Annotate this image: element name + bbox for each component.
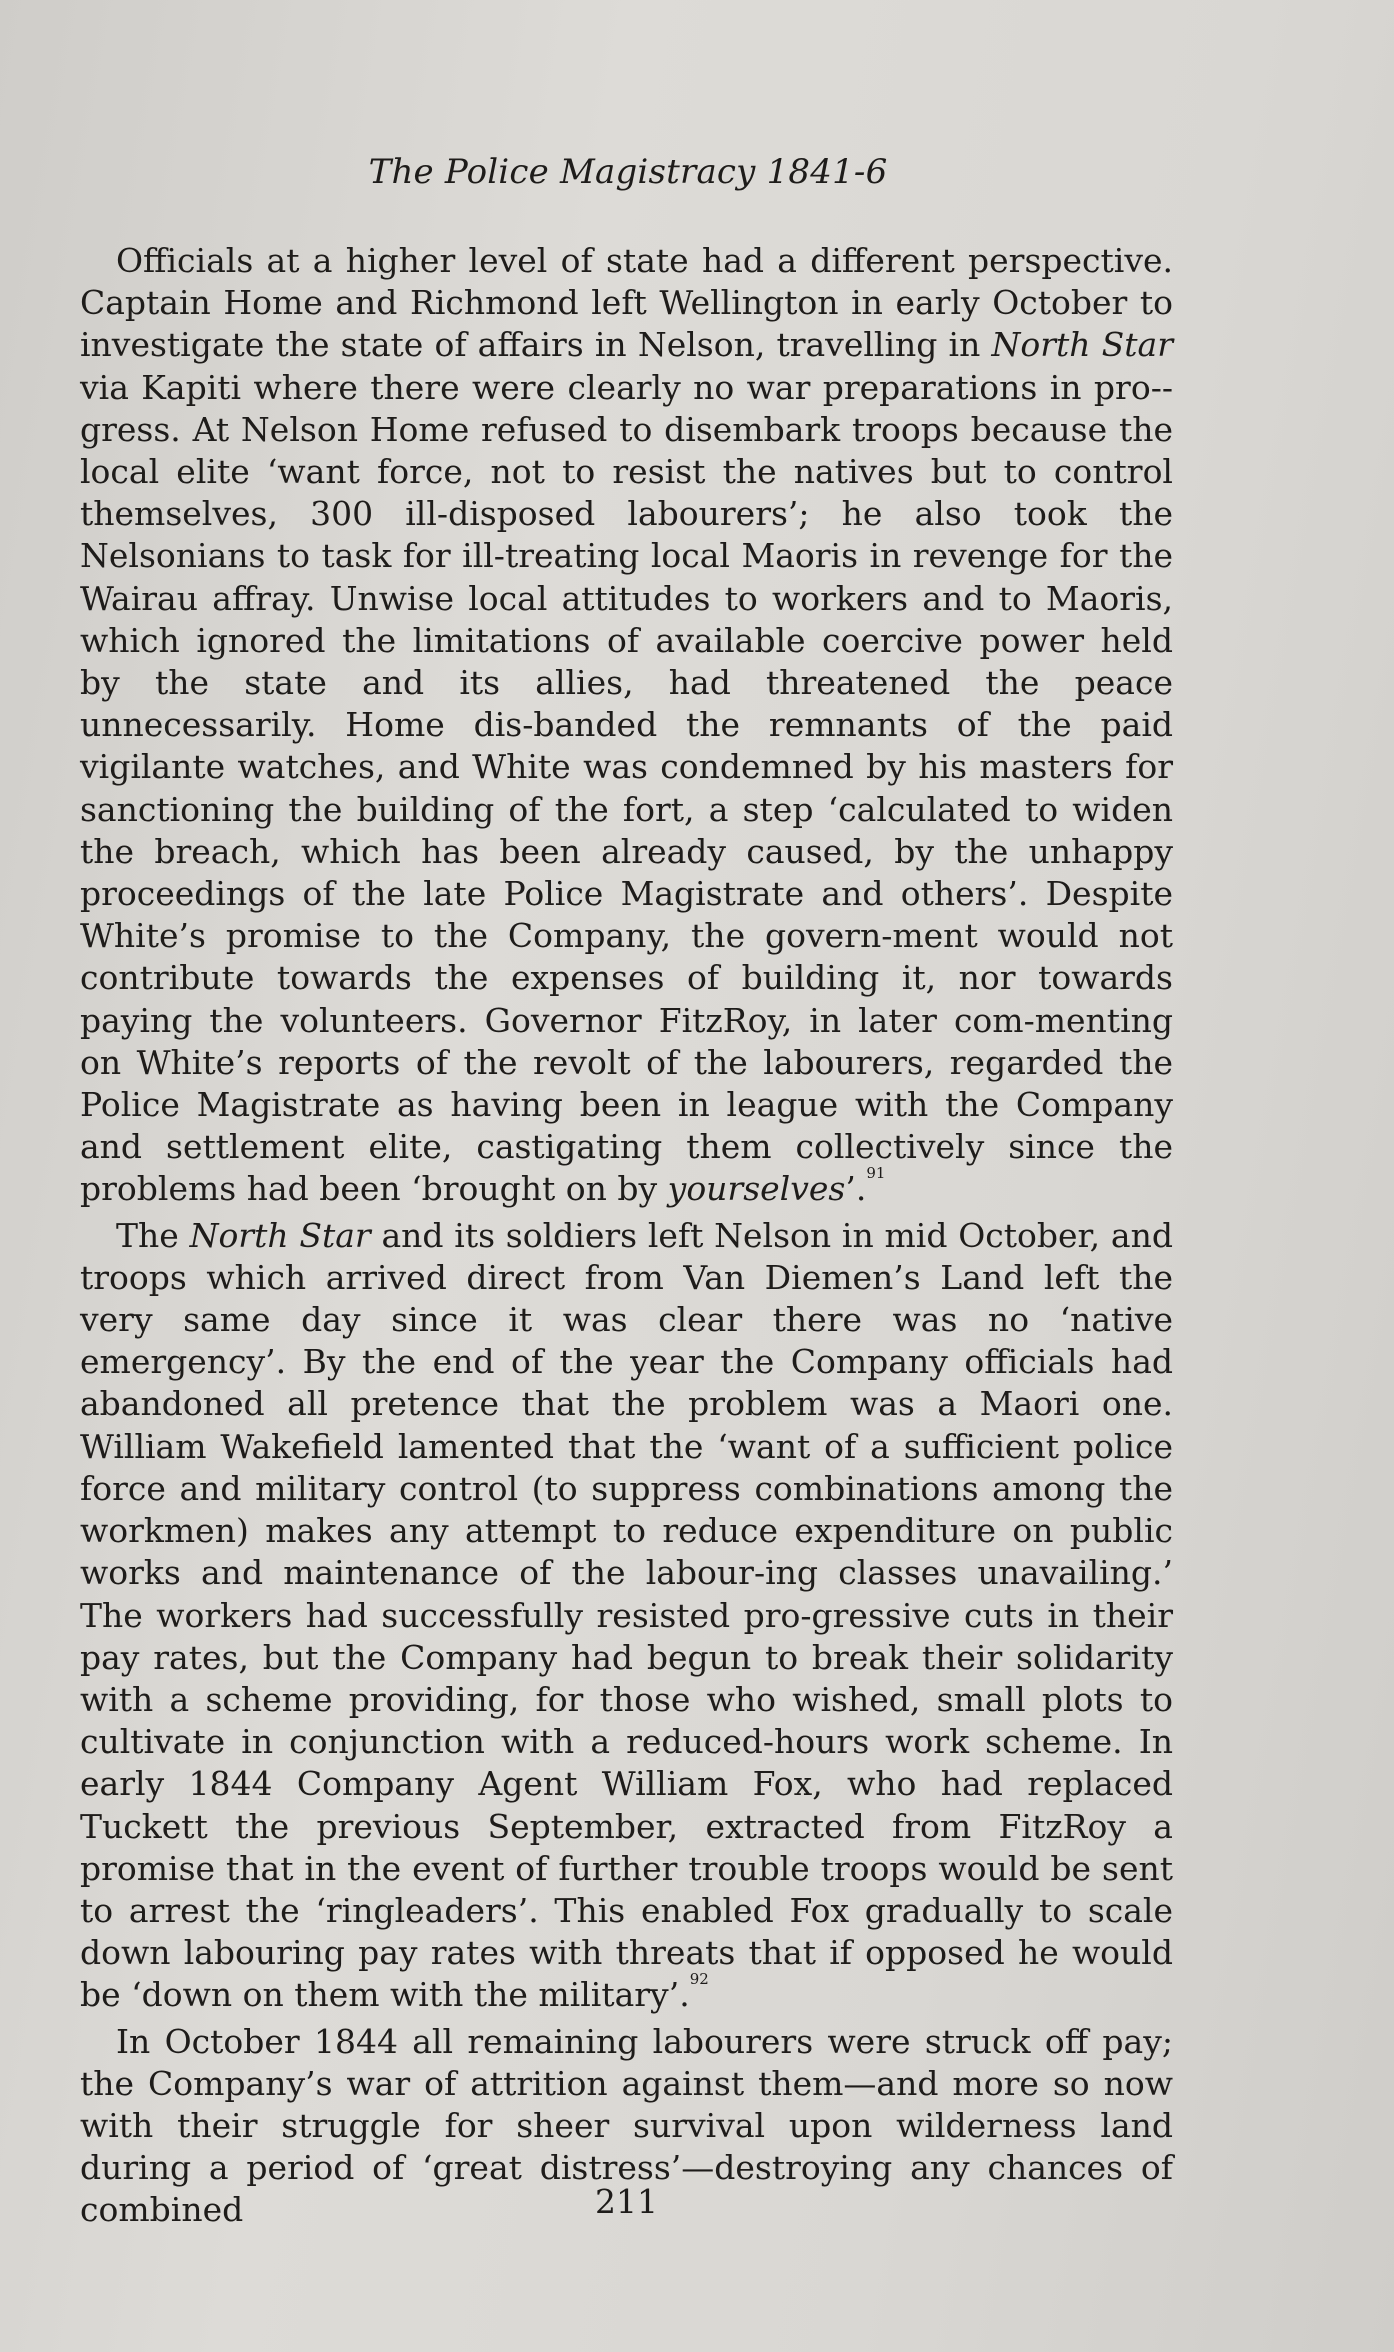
text-run: The bbox=[116, 1215, 190, 1255]
italic-text: North Star bbox=[189, 1215, 371, 1255]
body-text bbox=[80, 240, 1173, 2232]
italic-text: yourselves bbox=[667, 1169, 846, 1209]
page-number: 211 bbox=[595, 2182, 658, 2221]
text-run: via Kapiti where there were clearly no war preparations in pro-gress. At Nelson Home refused to disembark troops because the local elite ‘want force, not to resist the natives but to control themselves, 300 ill-disposed labourers’; he also took the Nelsonians to task for ill-treating local Maoris in revenge for the Wairau affray. Unwise local attitudes to workers and to Maoris, which ignored the limitations of available coercive power held by the state and its allies, had threatened the peace unnecessarily. Home dis-banded the remnants of the paid vigilante watches, and White was condemned by his masters for sanctioning the building of the fort, a step ‘calculated to widen the breach, which has been already caused, by the unhappy proceedings of the late Police Magistrate and others’. Despite White’s promise to the Company, the govern-ment would not contribute towards the expenses of building it, nor towards paying the volunteers. Governor FitzRoy, in later com-menting on White’s reports of the revolt of the labourers, regarded the Police Magistrate as having been in league with the Company and settlement elite, castigating them collectively since the problems had been ‘brought on by bbox=[80, 367, 1173, 1209]
footnote-reference: 91 bbox=[866, 1164, 886, 1183]
footnote-reference: 92 bbox=[689, 1970, 709, 1989]
text-run: ’. bbox=[845, 1169, 867, 1209]
text-run: and its soldiers left Nelson in mid October, and troops which arrived direct from Van Diemen’s Land left the very same day since it was clear there was no ‘native emergency’. By the end of the year the Company officials had abandoned all pretence that the problem was a Maori one. William Wakefield lamented that the ‘want of a sufficient police force and military control (to suppress combinations among the workmen) makes any attempt to reduce expenditure on public works and maintenance of the labour-ing classes unavailing.’ The workers had successfully resisted pro-gressive cuts in their pay rates, but the Company had begun to break their solidarity with a scheme providing, for those who wished, small plots to cultivate in conjunction with a reduced-hours work scheme. In early 1844 Company Agent William Fox, who had replaced Tuckett the previous September, extracted from FitzRoy a promise that in the event of further trouble troops would be sent to arrest the ‘ringleaders’. This enabled Fox gradually to scale down labouring pay rates with threats that if opposed he would be ‘down on them with the military’. bbox=[80, 1215, 1173, 2015]
text-run: In October 1844 all remaining labourers were struck off pay; the Company’s war of attrition against them—and more so now with their struggle for sheer survival upon wilderness land during a period of ‘great distress’—destroying any chances of combined bbox=[80, 2021, 1173, 2230]
paragraph bbox=[80, 1215, 1173, 2017]
running-head: The Police Magistracy 1841-6 bbox=[368, 152, 888, 192]
text-run: Officials at a higher level of state had a different perspective. Captain Home and Richmond left Wellington in early October to investigate the state of affairs in Nelson, travelling in bbox=[80, 241, 1173, 365]
italic-text: North Star bbox=[991, 325, 1173, 365]
paragraph bbox=[80, 240, 1173, 1211]
